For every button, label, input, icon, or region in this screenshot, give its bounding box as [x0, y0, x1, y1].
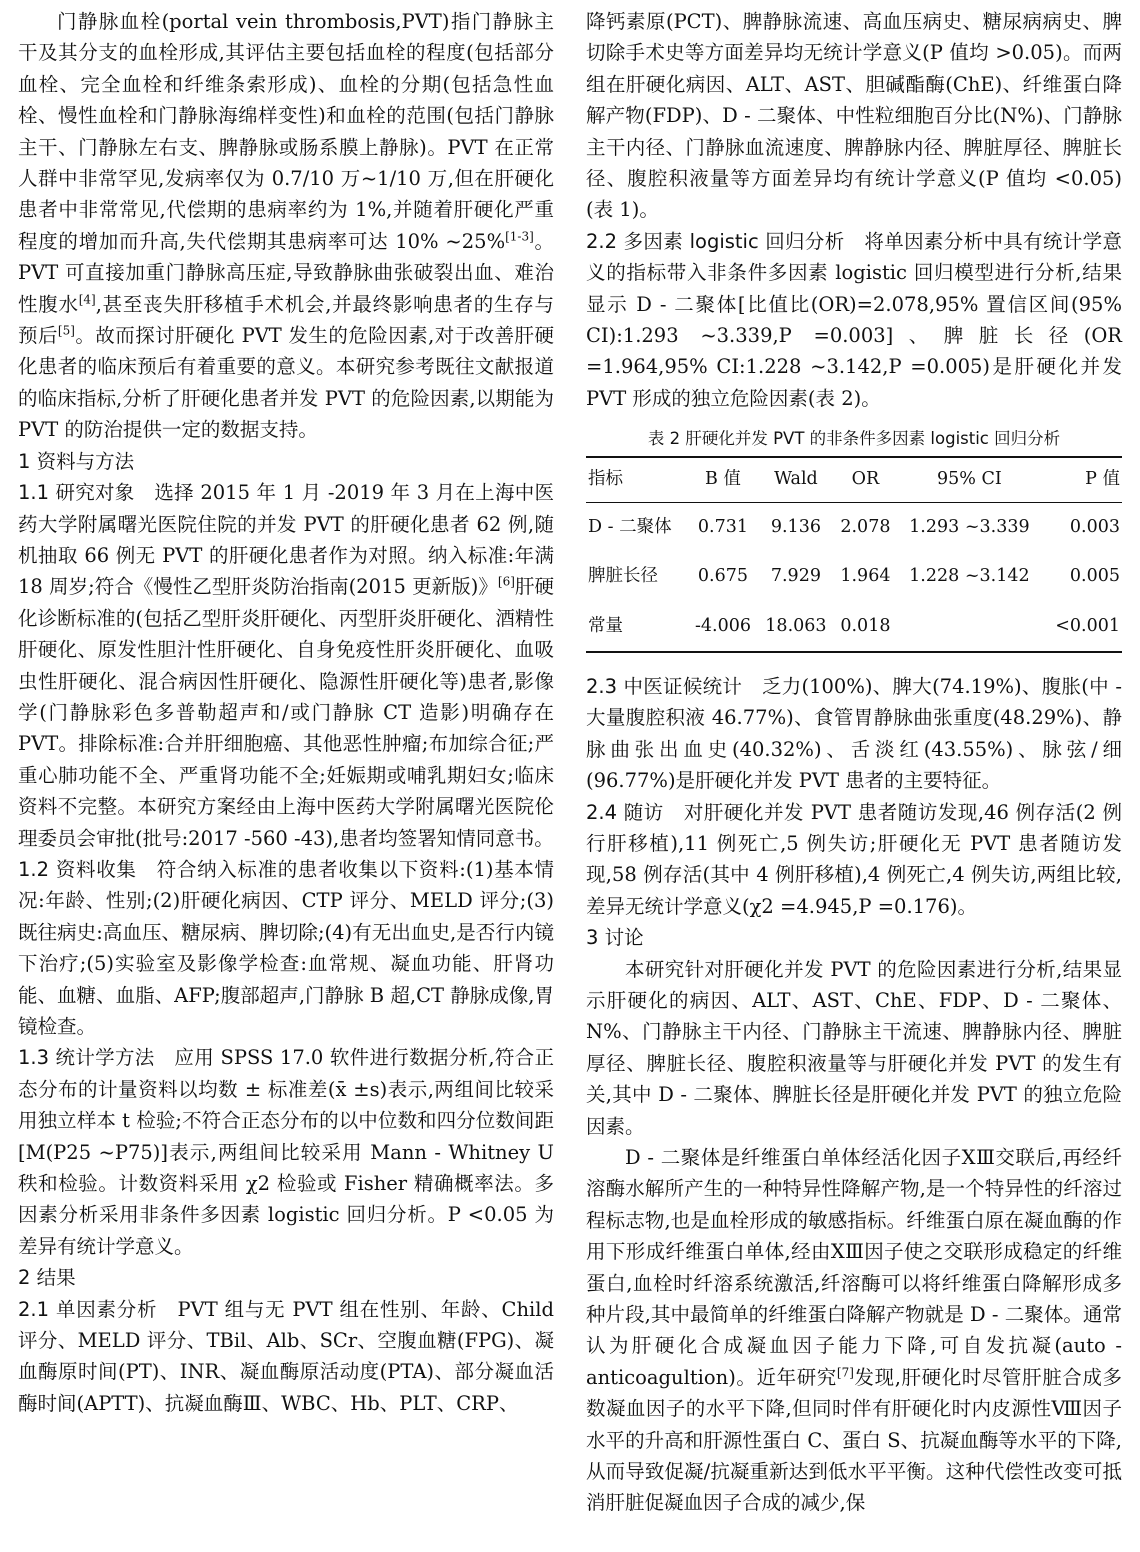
discussion-paragraph-2: [586, 1142, 1122, 1519]
subsection-2-1-continued: 降钙素原(PCT)、脾静脉流速、高血压病史、糖尿病病史、脾切除手术史等方面差异均无统计学意义(P 值均 >0.05)。而两组在肝硬化病因、ALT、AST、胆碱酯酶(ChE)、纤维蛋白降解产物(FDP)、D - 二聚体、中性粒细胞百分比(N%)、门静脉主干内径、门静脉血流速度、脾静脉内径、脾脏厚径、脾脏长径、腹腔积液量等方面差异均有统计学意义(P 值均 <0.05)(表 1)。: [586, 10, 1122, 222]
table-header-row: [586, 457, 1122, 502]
subsection-1-2: [18, 854, 554, 1042]
subsection-2-2: [586, 226, 1122, 414]
table-cell: 脾脏长径: [588, 566, 658, 587]
paragraph-text: 肝硬化诊断标准的(包括乙型肝炎肝硬化、丙型肝炎肝硬化、酒精性肝硬化、原发性胆汁性肝硬化、自身免疫性肝炎肝硬化、血吸虫性肝硬化、混合病因性肝硬化、隐源性肝硬化等)患者,影像学(门静脉彩色多普勒超声和/或门静脉 CT 造影)明确存在 PVT。排除标准:合并肝细胞癌、其他恶性肿瘤;布加综合征;严重心肺功能不全、严重肾功能不全;妊娠期或哺乳期妇女;临床资料不完整。本研究方案经由上海中医药大学附属曙光医院伦理委员会审批(批号:2017 -560 -43),患者均签署知情同意书。: [18, 575, 554, 850]
table-cell: 2.078: [840, 516, 891, 537]
table-cell: 0.018: [834, 602, 897, 652]
paragraph-text: 将单因素分析中具有统计学意义的指标带入非条件多因素 logistic 回归模型进行分析,结果显示 D - 二聚体[比值比(OR)=2.078,95% 置信区间(95% CI):1.293 ~3.339,P =0.003]、脾脏长径(OR =1.964,95% CI:1.228 ~3.142,P =0.005)是肝硬化并发 PVT 形成的独立危险因素(表 2)。: [586, 229, 1122, 410]
table-cell: [897, 602, 1042, 652]
intro-text-a: 门静脉血栓(portal vein thrombosis,PVT)指门静脉主干及其分支的血栓形成,其评估主要包括血栓的程度(包括部分血栓、完全血栓和纤维条索形成)、血栓的分期(包括急性血栓、慢性血栓和门静脉海绵样变性)和血栓的范围(包括门静脉主干、门静脉左右支、脾静脉或肠系膜上静脉)。PVT 在正常人群中非常罕见,发病率仅为 0.7/10 万~1/10 万,但在肝硬化患者中非常常见,代偿期的患病率约为 1%,并随着肝硬化严重程度的增加而升高,失代偿期其患病率可达 10% ~25%: [18, 10, 554, 253]
citation: [5]: [57, 323, 75, 338]
paragraph-text: PVT 组与无 PVT 组在性别、年龄、Child 评分、MELD 评分、TBil、Alb、SCr、空腹血糖(FPG)、凝血酶原时间(PT)、INR、凝血酶原活动度(PTA)、部分凝血活酶时间(APTT)、抗凝血酶Ⅲ、WBC、Hb、PLT、CRP、: [18, 1297, 554, 1415]
table-cell: 0.731: [697, 516, 749, 537]
regression-table: [586, 456, 1122, 653]
table-row: [586, 502, 1122, 552]
subsection-1-1: [18, 477, 554, 854]
paragraph-text: 选择 2015 年 1 月 -2019 年 3 月在上海中医药大学附属曙光医院住院的并发 PVT 的肝硬化患者 62 例,随机抽取 66 例无 PVT 的肝硬化患者作为对照。纳入标准:年满 18 周岁;符合《慢性乙型肝炎防治指南(2015 更新版)》: [18, 481, 554, 599]
table-cell: 0.005: [1069, 566, 1120, 587]
table-cell: <0.001: [1042, 602, 1122, 652]
subsection-title: 1.3 统计学方法: [18, 1046, 155, 1070]
section-heading-results: 2 结果: [18, 1266, 76, 1290]
paragraph-text: 应用 SPSS 17.0 软件进行数据分析,符合正态分布的计量资料以均数 ± 标准差(x̄ ±s)表示,两组间比较采用独立样本 t 检验;不符合正态分布的以中位数和四分位数间距[M(P25 ~P75)]表示,两组间比较采用 Mann - Whitney U 秩和检验。计数资料采用 χ2 检验或 Fisher 精确概率法。多因素分析采用非条件多因素 logistic 回归分析。P <0.05 为差异有统计学意义。: [18, 1046, 554, 1258]
table-cell: 0.675: [697, 566, 749, 587]
right-column: [586, 6, 1122, 1519]
subsection-2-1: [18, 1294, 554, 1420]
table-cell: 常量: [586, 602, 688, 652]
table-cell: 9.136: [770, 516, 821, 537]
subsection-1-3: [18, 1042, 554, 1262]
subsection-title: 2.4 随访: [586, 800, 664, 824]
table-header-cell: 指标: [586, 457, 688, 502]
paragraph-text: D - 二聚体是纤维蛋白单体经活化因子ⅩⅢ交联后,再经纤溶酶水解所产生的一种特异性降解产物,是一个特异性的纤溶过程标志物,也是血栓形成的敏感指标。纤维蛋白原在凝血酶的作用下形成纤维蛋白单体,经由ⅩⅢ因子使之交联形成稳定的纤维蛋白,血栓时纤溶系统激活,纤溶酶可以将纤维蛋白降解形成多种片段,其中最简单的纤维蛋白降解产物就是 D - 二聚体。通常认为肝硬化合成凝血因子能力下降,可自发抗凝(auto - anticoagultion)。近年研究: [586, 1146, 1122, 1389]
paragraph-text: 对肝硬化并发 PVT 患者随访发现,46 例存活(2 例行肝移植),11 例死亡,5 例失访;肝硬化无 PVT 患者随访发现,58 例存活(其中 4 例肝移植),4 例死亡,4 例失访,两组比较,差异无统计学意义(χ2 =4.945,P =0.176)。: [586, 800, 1122, 918]
table-header-cell: Wald: [758, 457, 834, 502]
discussion-paragraph-1: 本研究针对肝硬化并发 PVT 的危险因素进行分析,结果显示肝硬化的病因、ALT、AST、ChE、FDP、D - 二聚体、N%、门静脉主干内径、门静脉主干流速、脾静脉内径、脾脏厚径、脾脏长径、腹腔积液量等与肝硬化并发 PVT 的发生有关,其中 D - 二聚体、脾脏长径是肝硬化并发 PVT 的独立危险因素。: [586, 957, 1122, 1138]
table-cell: 1.228 ~3.142: [909, 566, 1030, 587]
table-cell: 1.964: [840, 566, 891, 587]
paragraph-text: 发现,肝硬化时尽管肝脏合成多数凝血因子的水平下降,但同时伴有肝硬化时内皮源性Ⅷ因子水平的升高和肝源性蛋白 C、蛋白 S、抗凝血酶等水平的下降,从而导致促凝/抗凝重新达到低水平平衡。这种代偿性改变可抵消肝脏促凝血因子合成的减少,保: [586, 1365, 1122, 1515]
subsection-2-3: [586, 671, 1122, 797]
section-heading-methods: 1 资料与方法: [18, 449, 135, 473]
table-caption: 表 2 肝硬化并发 PVT 的非条件多因素 logistic 回归分析: [647, 429, 1061, 449]
subsection-title: 2.3 中医证候统计: [586, 674, 743, 698]
subsection-title: 2.2 多因素 logistic 回归分析: [586, 229, 845, 253]
table-cell: 0.003: [1069, 516, 1120, 537]
intro-text-d: 。故而探讨肝硬化 PVT 发生的危险因素,对于改善肝硬化患者的临床预后有着重要的意义。本研究参考既往文献报道的临床指标,分析了肝硬化患者并发 PVT 的危险因素,以期能为 PVT 的防治提供一定的数据支持。: [18, 324, 554, 442]
section-heading-discussion: 3 讨论: [586, 926, 644, 950]
paragraph-text: 符合纳入标准的患者收集以下资料:(1)基本情况:年龄、性别;(2)肝硬化病因、CTP 评分、MELD 评分;(3)既往病史:高血压、糖尿病、脾切除;(4)有无出血史,是否行内镜下治疗;(5)实验室及影像学检查:血常规、凝血功能、肝肾功能、血糖、血脂、AFP;腹部超声,门静脉 B 超,CT 静脉成像,胃镜检查。: [18, 857, 554, 1038]
subsection-title: 2.1 单因素分析: [18, 1297, 158, 1321]
table-row: [586, 552, 1122, 601]
subsection-title: 1.1 研究对象: [18, 481, 135, 505]
table-header-cell: P 值: [1042, 457, 1122, 502]
intro-paragraph: [18, 6, 554, 446]
subsection-title: 1.2 资料收集: [18, 857, 137, 881]
paragraph-text: 乏力(100%)、脾大(74.19%)、腹胀(中 - 大量腹腔积液 46.77%)、食管胃静脉曲张重度(48.29%)、静脉曲张出血史(40.32%)、舌淡红(43.55%)、脉弦/细(96.77%)是肝硬化并发 PVT 患者的主要特征。: [586, 674, 1122, 793]
table-cell: 18.063: [758, 602, 834, 652]
citation: [1-3]: [505, 229, 534, 244]
table-cell: 7.929: [770, 566, 821, 587]
intro-text-c: ,甚至丧失肝移植手术机会,并最终影响患者的生存与预后: [18, 292, 554, 348]
citation: [7]: [836, 1365, 854, 1380]
table-cell: -4.006: [688, 602, 758, 652]
citation: [4]: [78, 292, 96, 307]
citation: [6]: [497, 574, 515, 589]
table-header-cell: OR: [834, 457, 897, 502]
table-header-cell: 95% CI: [897, 457, 1042, 502]
table-row: [586, 602, 1122, 652]
intro-text-b: 。PVT 可直接加重门静脉高压症,导致静脉曲张破裂出血、难治性腹水: [18, 229, 554, 316]
table-cell: 1.293 ~3.339: [909, 516, 1030, 537]
left-column: [18, 6, 554, 1419]
table-cell: D - 二聚体: [588, 516, 672, 537]
subsection-2-4: [586, 797, 1122, 923]
table-header-cell: B 值: [688, 457, 758, 502]
